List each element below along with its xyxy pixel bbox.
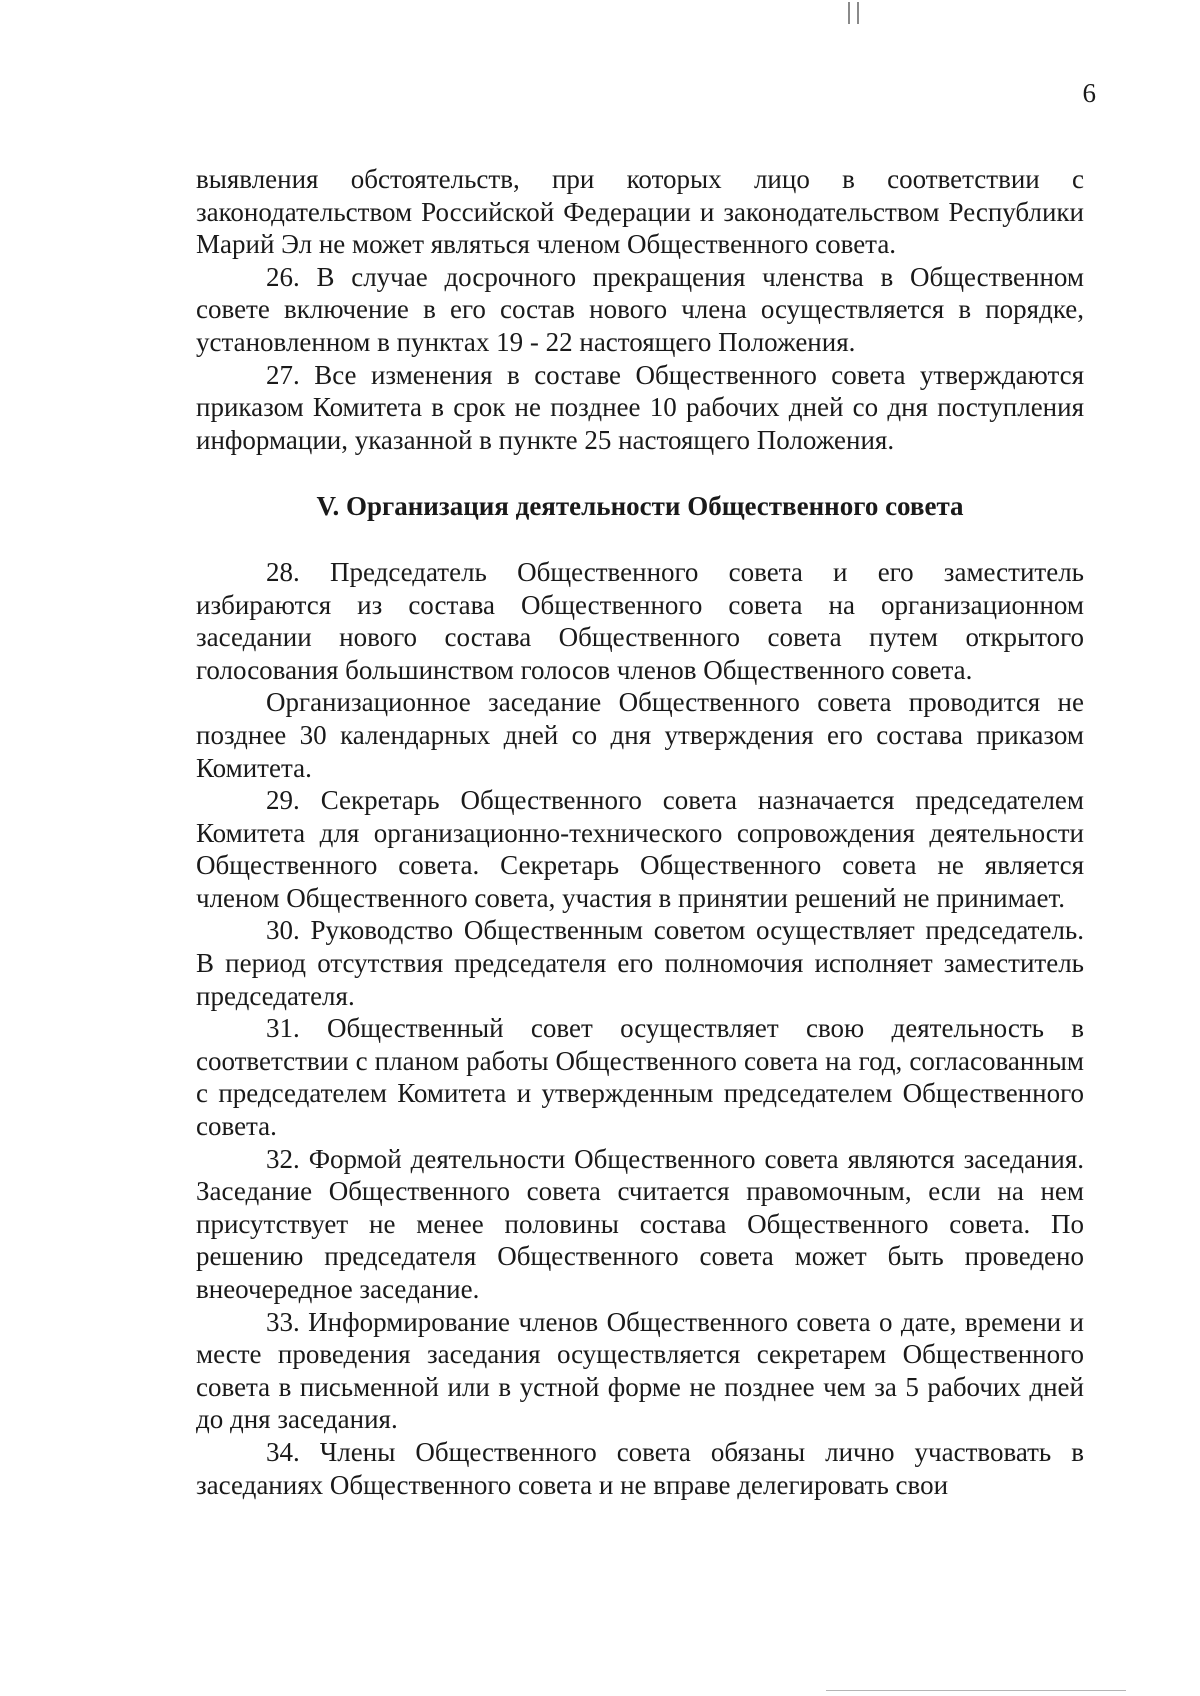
- paragraph-26: 26. В случае досрочного прекращения членства в Общественном совете включение в его состав нового члена осуществляется в порядке, установленном в пунктах 19 - 22 настоящего Положения.: [196, 261, 1084, 357]
- paragraph-28-organizational-meeting: Организационное заседание Общественного совета проводится не позднее 30 календарных дней со дня утверждения его состава приказом Комитета.: [196, 687, 1084, 783]
- page-number: 6: [1082, 78, 1096, 108]
- paragraph-27: 27. Все изменения в составе Общественного совета утверждаются приказом Комитета в срок не позднее 10 рабочих дней со дня поступления информации, указанной в пункте 25 настоящего Положения.: [196, 359, 1084, 455]
- paragraph-33: 33. Информирование членов Общественного совета о дате, времени и месте проведения заседания осуществляется секретарем Общественного совета в письменной или в устной форме не позднее чем за 5 рабочих дней до дня заседания.: [196, 1306, 1084, 1435]
- document-body: [196, 163, 1084, 1501]
- paragraph-32: 32. Формой деятельности Общественного совета являются заседания. Заседание Общественного совета считается правомочным, если на нем присутствует не менее половины состава Общественного совета. По решению председателя Общественного совета может быть проведено внеочередное заседание.: [196, 1143, 1084, 1304]
- paragraph-31: 31. Общественный совет осуществляет свою деятельность в соответствии с планом работы Общественного совета на год, согласованным с председателем Комитета и утвержденным председателем Общественного совета.: [196, 1013, 1084, 1142]
- paragraph-34: 34. Члены Общественного совета обязаны лично участвовать в заседаниях Общественного совета и не вправе делегировать свои: [196, 1436, 1084, 1500]
- paragraph-29: 29. Секретарь Общественного совета назначается председателем Комитета для организационно-технического сопровождения деятельности Общественного совета. Секретарь Общественного совета не является членом Общественного совета, участия в принятии решений не принимает.: [196, 785, 1084, 913]
- paragraph-30: 30. Руководство Общественным советом осуществляет председатель. В период отсутствия председателя его полномочия исполняет заместитель председателя.: [196, 915, 1084, 1011]
- paragraph-28: 28. Председатель Общественного совета и его заместитель избираются из состава Общественного совета на организационном заседании нового состава Общественного совета путем открытого голосования большинством голосов членов Общественного совета.: [196, 556, 1084, 685]
- section-heading: V. Организация деятельности Общественного совета: [316, 491, 964, 522]
- scan-artifact-mark: [848, 0, 862, 26]
- paragraph-continuation: выявления обстоятельств, при которых лицо в соответствии с законодательством Российской Федерации и законодательством Республики Марий Эл не может являться членом Общественного совета.: [196, 164, 1084, 260]
- page-edge-line: [826, 1690, 1126, 1691]
